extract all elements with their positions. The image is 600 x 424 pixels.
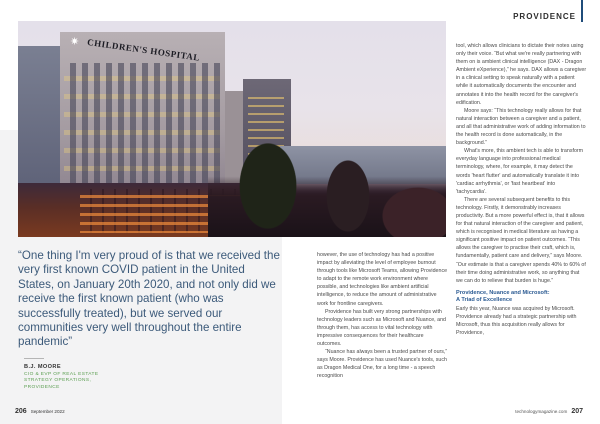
body-paragraph: Providence has built very strong partnerships with technology leaders such as Microsoft and Nuance, and through them, has access to vital technology with impressive consequences for their healthcare outcomes.: [317, 308, 446, 348]
page-number-left: 206: [15, 408, 27, 415]
page-number-right: 207: [571, 408, 583, 415]
body-paragraph: What's more, this ambient tech is able to transform everyday language into professional medical terminology, where, for example, it may detect the words 'heart flutter' and automatically translate it into 'cardiac arrhythmia', or 'fast heartbeat' into 'tachycardia'.: [456, 148, 584, 195]
photo-trees: [208, 136, 446, 237]
attribution-role-line: PROVIDENCE: [24, 384, 60, 390]
body-paragraph: There are several subsequent benefits to this technology. Firstly, it demonstrably increases productivity. But a more powerful effect is, that it allows for that natural interaction of the caregiver and patient, which is recognised in medical literature as having a significant positive impact on patient outcomes. “This allows the caregiver to practise their craft, which is, fundamentally, patient care and delivery,” says Moore. “Our estimate is that a caregiver spends 40% to 60% of their time doing administrative work, so anything that we can do to relieve that burden is huge.”: [456, 196, 586, 284]
right-column: [456, 42, 587, 337]
body-paragraph: “Nuance has always been a trusted partner of ours,” says Moore. Providence has used Nuance's tools, such as Dragon Medical One, for a long time - a speech recognition: [317, 349, 448, 380]
attribution-name: B.J. MOORE: [24, 364, 61, 370]
body-paragraph: however, the use of technology has had a positive impact by alleviating the level of employee burnout through tools like Microsoft Teams, allowing Providence to adapt to the remote work environment where possible, and technologies like ambient artificial intelligence, to reduce the amount of administrative work for frontline caregivers.: [317, 252, 448, 307]
section-tag: PROVIDENCE: [513, 12, 576, 21]
attribution-role-line: CIO & EVP OF REAL ESTATE: [24, 372, 99, 377]
photo-windows: [64, 63, 220, 183]
hospital-sign: CHILDREN'S HOSPITAL: [86, 37, 201, 63]
pull-quote: “One thing I'm very proud of is that we received the very first known COVID patient in the United States, on January 20th 2020, and not only did we receive the first known patient (who was successfully treated), but we served our communities very well throughout the entire pandemic”: [18, 249, 280, 349]
photo-building-left: [18, 46, 62, 191]
middle-column: [317, 251, 448, 381]
issue-date: September 2022: [30, 409, 65, 414]
subheading-line: A Triad of Excellence: [456, 297, 513, 304]
attribution-divider: [24, 358, 44, 359]
body-paragraph: Early this year, Nuance was acquired by Microsoft. Providence already had a strategic partnership with Microsoft, thus this acquisition really allows for Providence,: [456, 306, 577, 337]
attribution-role-line: STRATEGY OPERATIONS,: [24, 378, 92, 384]
folio-right: [515, 408, 583, 415]
hospital-photo: [18, 21, 446, 237]
body-paragraph: tool, which allows clinicians to dictate their notes using only their voice. “But what we're really partnering with them on is ambient clinical intelligence (DAX - Dragon Ambient eXperience),” he says. DAX allows a caregiver in a clinical setting to speak naturally with a patient while it automatically documents the encounter and annotates it into the health record for the caregiver's edification.: [456, 43, 587, 106]
body-paragraph: Moore says: “This technology really allows for that natural interaction between a caregiver and a patient, and all that administrative work of adding information to the health record is done automatically, in the background.”: [456, 107, 586, 147]
section-rule: [581, 0, 583, 22]
section-subheading: [456, 290, 587, 305]
site-url[interactable]: technologymagazine.com: [515, 409, 568, 414]
folio-left: [15, 408, 65, 415]
hospital-logo-icon: ✷: [70, 36, 80, 48]
subheading-line: Providence, Nuance and Microsoft:: [456, 289, 550, 296]
attribution-role: [24, 372, 98, 391]
